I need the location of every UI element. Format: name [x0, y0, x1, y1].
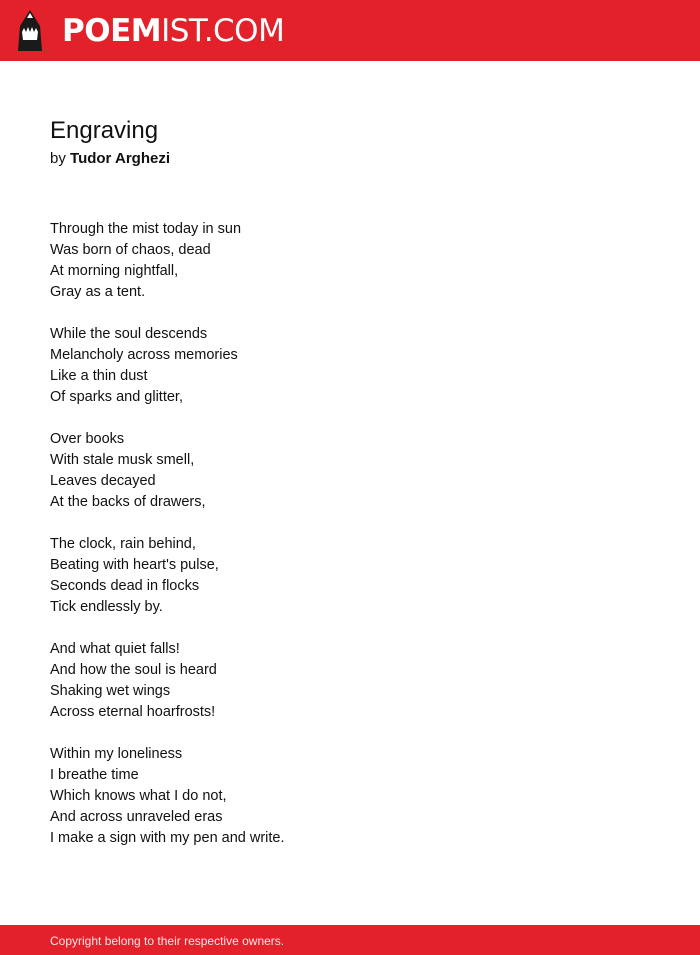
poem-line: Of sparks and glitter, [50, 389, 183, 405]
poem-stanza [50, 324, 650, 408]
poem-line: With stale musk smell, [50, 452, 195, 468]
by-label: by [50, 150, 66, 167]
poem-line: And how the soul is heard [50, 662, 217, 678]
poem-line: And across unraveled eras [50, 809, 223, 825]
poem-body [50, 219, 650, 870]
poem-line: At the backs of drawers, [50, 494, 206, 510]
poem-line: Tick endlessly by. [50, 599, 163, 615]
poem-title: Engraving [50, 117, 159, 144]
poem-line: While the soul descends [50, 326, 208, 342]
poem-line: And what quiet falls! [50, 641, 180, 657]
pencil-logo-icon[interactable] [18, 10, 42, 51]
poem-line: Across eternal hoarfrosts! [50, 704, 216, 720]
logo-text-light: IST.COM [161, 13, 285, 49]
poem-line: Like a thin dust [50, 368, 148, 384]
poem-line: Gray as a tent. [50, 284, 146, 300]
poem-line: Over books [50, 431, 125, 447]
poem-line: Seconds dead in flocks [50, 578, 200, 594]
site-footer [0, 925, 700, 955]
poem-line: The clock, rain behind, [50, 536, 196, 552]
poem-line: Shaking wet wings [50, 683, 171, 699]
logo-text-bold: POEM [62, 13, 162, 49]
poem-line: Melancholy across memories [50, 347, 238, 363]
poem-line: Within my loneliness [50, 746, 183, 762]
poem-line: Through the mist today in sun [50, 221, 242, 237]
author-name: Tudor Arghezi [70, 150, 171, 167]
poem-stanza [50, 429, 650, 513]
site-header [0, 0, 700, 61]
poem-byline [50, 149, 170, 169]
poem-line: I make a sign with my pen and write. [50, 830, 285, 846]
poem-line: I breathe time [50, 767, 139, 783]
poem-stanza [50, 744, 650, 849]
copyright-text: Copyright belong to their respective owners. [50, 934, 285, 948]
poem-line: At morning nightfall, [50, 263, 179, 279]
poem-stanza [50, 639, 650, 723]
poem-line: Beating with heart's pulse, [50, 557, 219, 573]
poem-line: Was born of chaos, dead [50, 242, 211, 258]
site-logo[interactable] [62, 13, 284, 49]
poem-line: Which knows what I do not, [50, 788, 227, 804]
poem-line: Leaves decayed [50, 473, 156, 489]
poem-stanza [50, 534, 650, 618]
poem-stanza [50, 219, 650, 303]
